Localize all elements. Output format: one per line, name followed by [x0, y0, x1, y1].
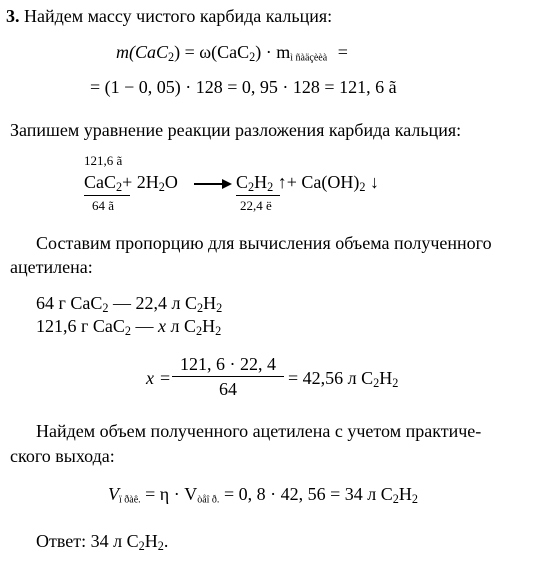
- proportion-row1-tail: — 22,4 л C: [108, 293, 198, 313]
- x-numerator: 121, 6 · 22, 4: [172, 354, 284, 377]
- reactant-water: + 2H: [122, 172, 159, 192]
- answer-h: H: [144, 531, 158, 551]
- subscript: 2: [411, 492, 418, 507]
- x-fraction: [172, 354, 284, 400]
- x-result: [288, 368, 398, 389]
- proportion-intro-line2: ацетилена:: [10, 257, 93, 277]
- subscript: 2: [196, 324, 203, 339]
- subscript: 2: [138, 539, 145, 554]
- proportion-row2-dash: —: [131, 316, 159, 336]
- subscript: 2: [102, 301, 109, 316]
- x-denominator: 64: [219, 379, 237, 399]
- x-result-text: = 42,56 л C: [288, 368, 374, 388]
- practical-result: = 0, 8 · 42, 56 = 34 л C: [223, 484, 393, 504]
- practical-equation: [108, 484, 418, 505]
- reaction-arrow-line: [194, 183, 224, 185]
- proportion-row1-h: H: [203, 293, 217, 313]
- step-number: 3.: [6, 6, 20, 26]
- formula-omega: ) = ω(CaC: [174, 42, 250, 62]
- answer: [36, 531, 168, 552]
- proportion-row2-h: H: [202, 316, 216, 336]
- volume-theoretical-index: òåî ð.: [197, 494, 220, 506]
- reactant-water-o: O: [164, 172, 178, 192]
- reaction-reactants: [84, 172, 178, 193]
- practical-line2: ского выхода:: [10, 446, 115, 466]
- step-heading-text: Найдем массу чистого карбида кальция:: [24, 6, 333, 26]
- practical-result-h: H: [398, 484, 412, 504]
- formula-mass-technical: ) · m: [255, 42, 291, 62]
- subscript: 2: [373, 376, 380, 391]
- reaction-mass-above: 121,6 ã: [84, 153, 123, 168]
- reactant-underline: [84, 195, 130, 196]
- step-heading: [6, 6, 332, 27]
- proportion-row2-text: 121,6 г CaC: [36, 316, 125, 336]
- subscript: 2: [116, 180, 123, 195]
- proportion-row2-x: x: [158, 316, 167, 336]
- subscript: 2: [197, 301, 204, 316]
- gas-arrow-icon: ↑: [277, 172, 287, 192]
- product-acetylene: C: [236, 172, 249, 192]
- reaction-under-reactant: 64 ã: [92, 198, 115, 213]
- volume-practical-index: ï ðàê.: [119, 494, 141, 506]
- formula-index-technical: ì ñàäçèèà: [290, 52, 328, 64]
- formula-equals: =: [337, 42, 348, 62]
- practical-line1: Найдем объем полученного ацетилена с учетом практиче-: [36, 421, 482, 441]
- proportion-intro-line1: Составим пропорцию для вычисления объема полученного: [36, 233, 492, 253]
- subscript: 2: [248, 180, 255, 195]
- subscript: 2: [249, 50, 256, 65]
- subscript: 2: [157, 539, 164, 554]
- subscript: 2: [392, 376, 399, 391]
- formula-mass-caC2: m(CaC: [116, 42, 169, 62]
- reaction-arrow-icon: [222, 179, 232, 189]
- answer-text: Ответ: 34 л C: [36, 531, 139, 551]
- practical-eta-term: = η · V: [145, 484, 198, 504]
- reaction-under-product: 22,4 ë: [240, 198, 272, 213]
- product-acetylene-h: H: [254, 172, 268, 192]
- x-equals: =: [160, 368, 171, 388]
- x-result-h: H: [379, 368, 393, 388]
- precipitate-arrow-icon: ↓: [370, 172, 380, 192]
- mass-formula-line1: [116, 42, 348, 63]
- proportion-row2-tail: л C: [166, 316, 197, 336]
- subscript: 2: [216, 301, 223, 316]
- answer-dot: .: [163, 531, 169, 551]
- proportion-row1: [36, 293, 222, 314]
- mass-formula-line2: = (1 − 0, 05) · 128 = 0, 95 · 128 = 121, 6 ã: [90, 77, 397, 97]
- proportion-row1-text: 64 г CaC: [36, 293, 103, 313]
- subscript: 2: [267, 180, 274, 195]
- x-variable: x: [146, 368, 154, 388]
- reactant-cac2: CaC: [84, 172, 117, 192]
- subscript: 2: [359, 180, 366, 195]
- subscript: 2: [215, 324, 222, 339]
- product-calcium-hydroxide: + Ca(OH): [286, 172, 360, 192]
- subscript: 2: [158, 180, 165, 195]
- product-underline: [236, 195, 280, 196]
- subscript: 2: [168, 50, 175, 65]
- reaction-intro: Запишем уравнение реакции разложения карбида кальция:: [10, 120, 462, 140]
- volume-practical-symbol: V: [108, 484, 119, 504]
- reaction-products: [236, 172, 379, 193]
- subscript: 2: [392, 492, 399, 507]
- proportion-row2: [36, 316, 221, 337]
- subscript: 2: [124, 324, 132, 339]
